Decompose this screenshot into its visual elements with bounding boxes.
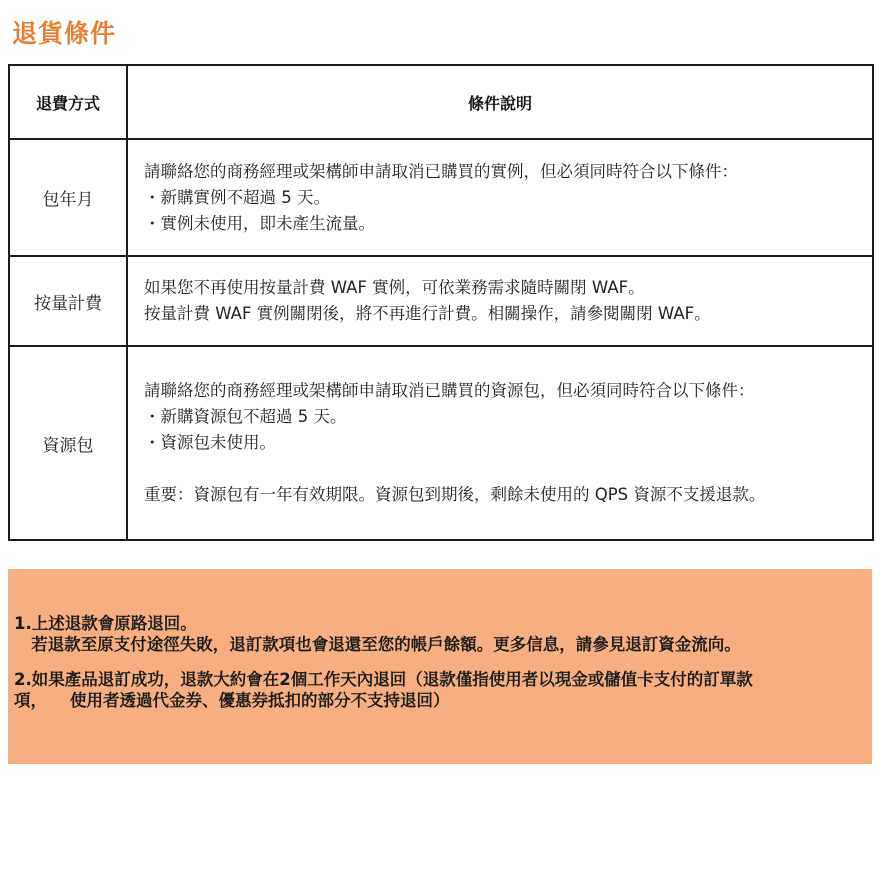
refund-method-resource-package: 資源包: [9, 346, 127, 540]
condition-description-resource-package: [127, 346, 873, 540]
notice-item-1: 1.上述退款會原路退回。: [14, 614, 197, 633]
table-row-monthly: [9, 139, 873, 256]
refund-method-monthly: 包年月: [9, 139, 127, 256]
description-line: 請聯絡您的商務經理或架構師申請取消已購買的實例，但必須同時符合以下條件：: [144, 161, 738, 181]
description-spacer: [144, 456, 858, 482]
header-condition-description: 條件說明: [127, 65, 873, 139]
notice-item-1-detail: 若退款至原支付途徑失敗，退訂款項也會退還至您的帳戶餘額。更多信息，請參見退訂資金流向。: [14, 635, 741, 654]
header-refund-method: 退費方式: [9, 65, 127, 139]
refund-notice-box: [8, 569, 872, 764]
notice-item-2-continued: 項， 使用者透過代金券、優惠券抵扣的部分不支持退回）: [14, 691, 450, 710]
table-header-row: [9, 65, 873, 139]
description-line: 如果您不再使用按量計費 WAF 實例，可依業務需求隨時關閉 WAF。: [144, 278, 645, 297]
notice-item-2: 2.如果產品退訂成功，退款大約會在2個工作天內退回（退款僅指使用者以現金或儲值卡支付的訂單款: [14, 670, 753, 689]
page-title: 退貨條件: [12, 19, 117, 48]
refund-method-pay-as-you-go: 按量計費: [9, 256, 127, 346]
refund-conditions-table: [8, 64, 874, 541]
description-line: 按量計費 WAF 實例關閉後，將不再進行計費。相關操作，請參閱關閉 WAF。: [144, 304, 711, 323]
description-line: 請聯絡您的商務經理或架構師申請取消已購買的資源包，但必須同時符合以下條件：: [144, 381, 755, 400]
description-bullet: ・新購實例不超過 5 天。: [144, 187, 330, 207]
condition-description-monthly: [127, 139, 873, 256]
description-bullet: ・實例未使用，即未產生流量。: [144, 213, 375, 233]
table-row-resource-package: [9, 346, 873, 540]
description-bullet: ・新購資源包不超過 5 天。: [144, 407, 347, 426]
notice-spacer: [14, 655, 866, 669]
table-row-pay-as-you-go: [9, 256, 873, 346]
condition-description-pay-as-you-go: [127, 256, 873, 346]
description-bullet: ・資源包未使用。: [144, 433, 276, 452]
important-note: 重要：資源包有一年有效期限。資源包到期後，剩餘未使用的 QPS 資源不支援退款。: [144, 485, 766, 504]
